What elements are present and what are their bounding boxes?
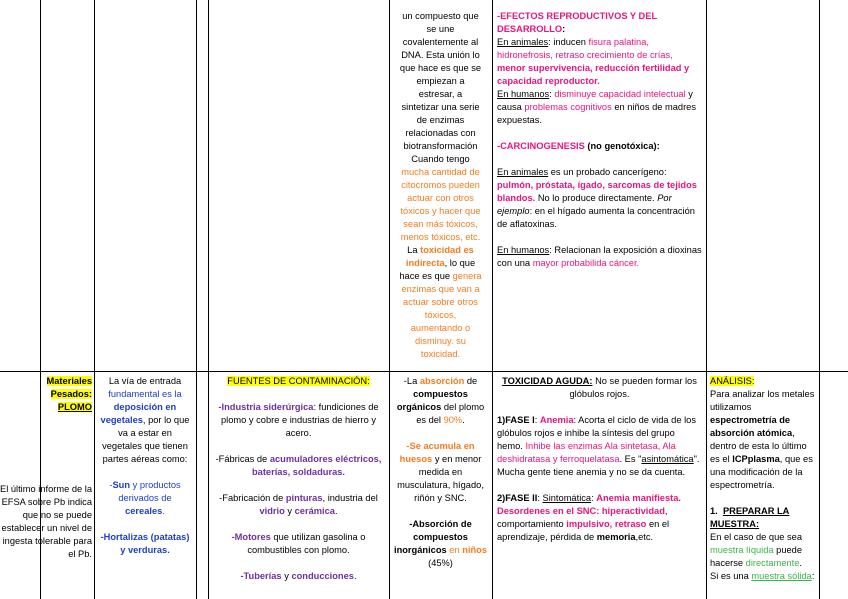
col-border-1 (94, 0, 95, 599)
col-border-7 (819, 0, 820, 599)
bottom-col5-text: -La absorción de compuestos orgánicos del plomo es del 90%. -Se acumula en huesos y en menor medida en musculatura, hígado, riñón y SNC. -Absorción de compuestos inorgánicos en niños (45%) (393, 376, 488, 568)
top-col5-text: un compuesto que se une covalentemente al DNA. Esta unión lo que hace es que se empiezan a estresar, a sintetizar una serie de enzimas relacionadas con biotransformación Cuando tengo mucha cantidad de citocromos pueden actuar con otros tóxicos y hacer que sean más tóxicos, menos tóxicos, etc. La toxicidad es indirecta, lo que hace es que genera enzimas que van a actuar sobre otros tóxicos, aumentando o disminuy. su toxicidad. (399, 11, 482, 359)
top-col6-text: -EFECTOS REPRODUCTIVOS Y DEL DESARROLLO: En animales: inducen fisura palatina, hidronefrosis, retraso crecimiento de crías, menor supervivencia, reducción fertilidad y capacidad reproductor. En humanos: disminuye capacidad intelectual y causa problemas cognitivos en niños de madres expuestas. -CARCINOGENESIS (no genotóxica): En animales es un probado cancerígeno: pulmón, próstata, ígado, sarcomas de tejidos blandos. No lo produce directamente. Por ejemplo: en el hígado aumenta la concentración de aflatoxinas. En humanos: Relacionan la exposición a dioxinas con una mayor probabilida cáncer. (497, 11, 702, 268)
col-border-6 (706, 0, 707, 599)
bottom-col1-title: Materiales Pesados: PLOMO (46, 376, 92, 412)
bottom-col6-text: TOXICIDAD AGUDA: No se pueden formar los glóbulos rojos. 1)FASE I: Anemia: Acorta el ciclo de vida de los glóbulos rojos e inhibe la síntesis del grupo hemo. Inhibe las enzimas Ala sintetasa, Ala deshidratasa y ferroquelatasa. Es "asintomática". Mucha gente tiene anemia y no se da cuenta. 2)FASE II: Sintomática: Anemia manifiesta. Desordenes en el SNC: hiperactividad, comportamiento impulsivo, retraso en el aprendizaje, pérdida de memoria,etc. (497, 376, 700, 542)
row-border (0, 371, 848, 372)
bottom-col7-text: ANÁLISIS: Para analizar los metales utilizamos espectrometría de absorción atómica, dentro de esta lo último es el ICPplasma, que es una modificación de la espectrometría. 1. PREPARAR LA MUESTRA: En el caso de que sea muestra líquida puede hacerse directamente. Si es una muestra sólida: (710, 376, 815, 581)
col-border-5 (492, 0, 493, 599)
bottom-col1-efsa: El último informe de la EFSA sobre Pb indica que no se puede establecer un nivel de ingesta tolerable para el Pb. (0, 484, 92, 559)
bottom-col4-text: FUENTES DE CONTAMINACIÓN: -Industria siderúrgica: fundiciones de plomo y cobre e industrias de hierro y acero. -Fábricas de acumuladores eléctricos, baterías, soldaduras. -Fabricación de pinturas, industria del vidrio y cerámica. -Motores que utilizan gasolina o combustibles con plomo. -Tuberías y conducciones. (215, 376, 382, 581)
col-border-4 (389, 0, 390, 599)
col-border-2 (196, 0, 197, 599)
bottom-col2-text: La vía de entrada fundamental es la deposición en vegetales, por lo que va a estar en vegetales que tienen partes aéreas como: -Sun y productos derivados de cereales. -Hortalizas (patatas) y verduras. (100, 376, 190, 555)
col-border-3 (208, 0, 209, 599)
